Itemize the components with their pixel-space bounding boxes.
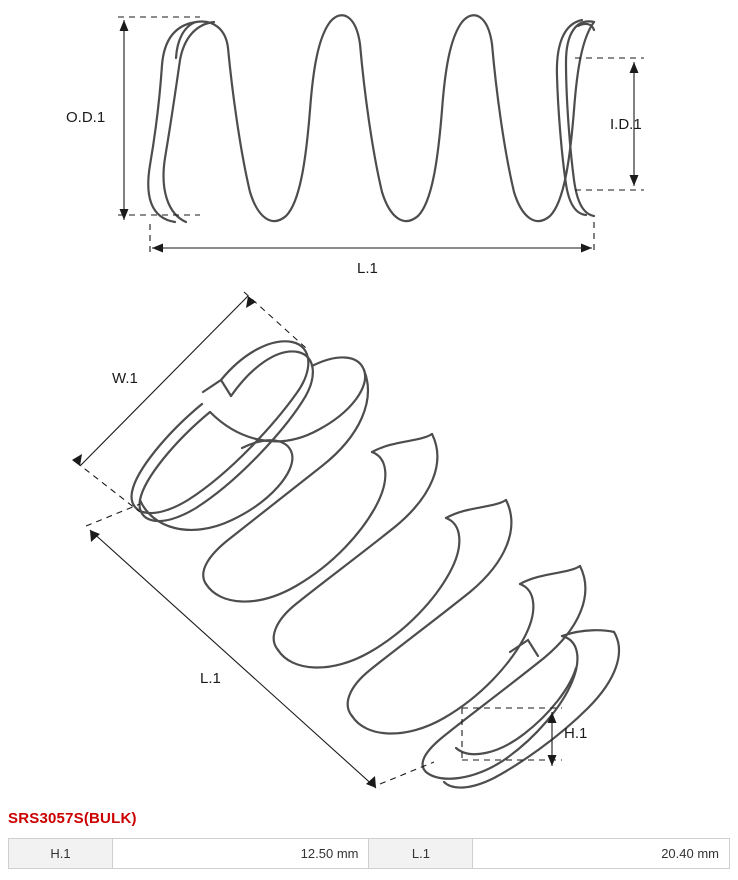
- spec-key-h1: H.1: [9, 839, 113, 869]
- table-row: [9, 839, 730, 869]
- side-view-spring: [148, 15, 594, 222]
- width-dimension: [72, 292, 306, 512]
- spec-value-l1: 20.40 mm: [473, 839, 730, 869]
- label-w-1: W.1: [112, 370, 138, 387]
- label-od-1: O.D.1: [66, 109, 106, 126]
- label-h-1: H.1: [564, 725, 588, 742]
- length-dimension-bottom: [86, 504, 434, 788]
- part-code: SRS3057S(BULK): [8, 810, 137, 827]
- specifications-table: [8, 838, 730, 869]
- spec-key-l1: L.1: [369, 839, 473, 869]
- length-dimension-top: [150, 222, 594, 255]
- label-l-1-bottom: L.1: [200, 670, 221, 687]
- spec-value-h1: 12.50 mm: [112, 839, 369, 869]
- label-id-1: I.D.1: [610, 116, 642, 133]
- od-dimension: [118, 17, 200, 220]
- label-l-1-top: L.1: [357, 260, 378, 277]
- height-dimension: [462, 708, 562, 766]
- perspective-view-spring: [132, 341, 619, 787]
